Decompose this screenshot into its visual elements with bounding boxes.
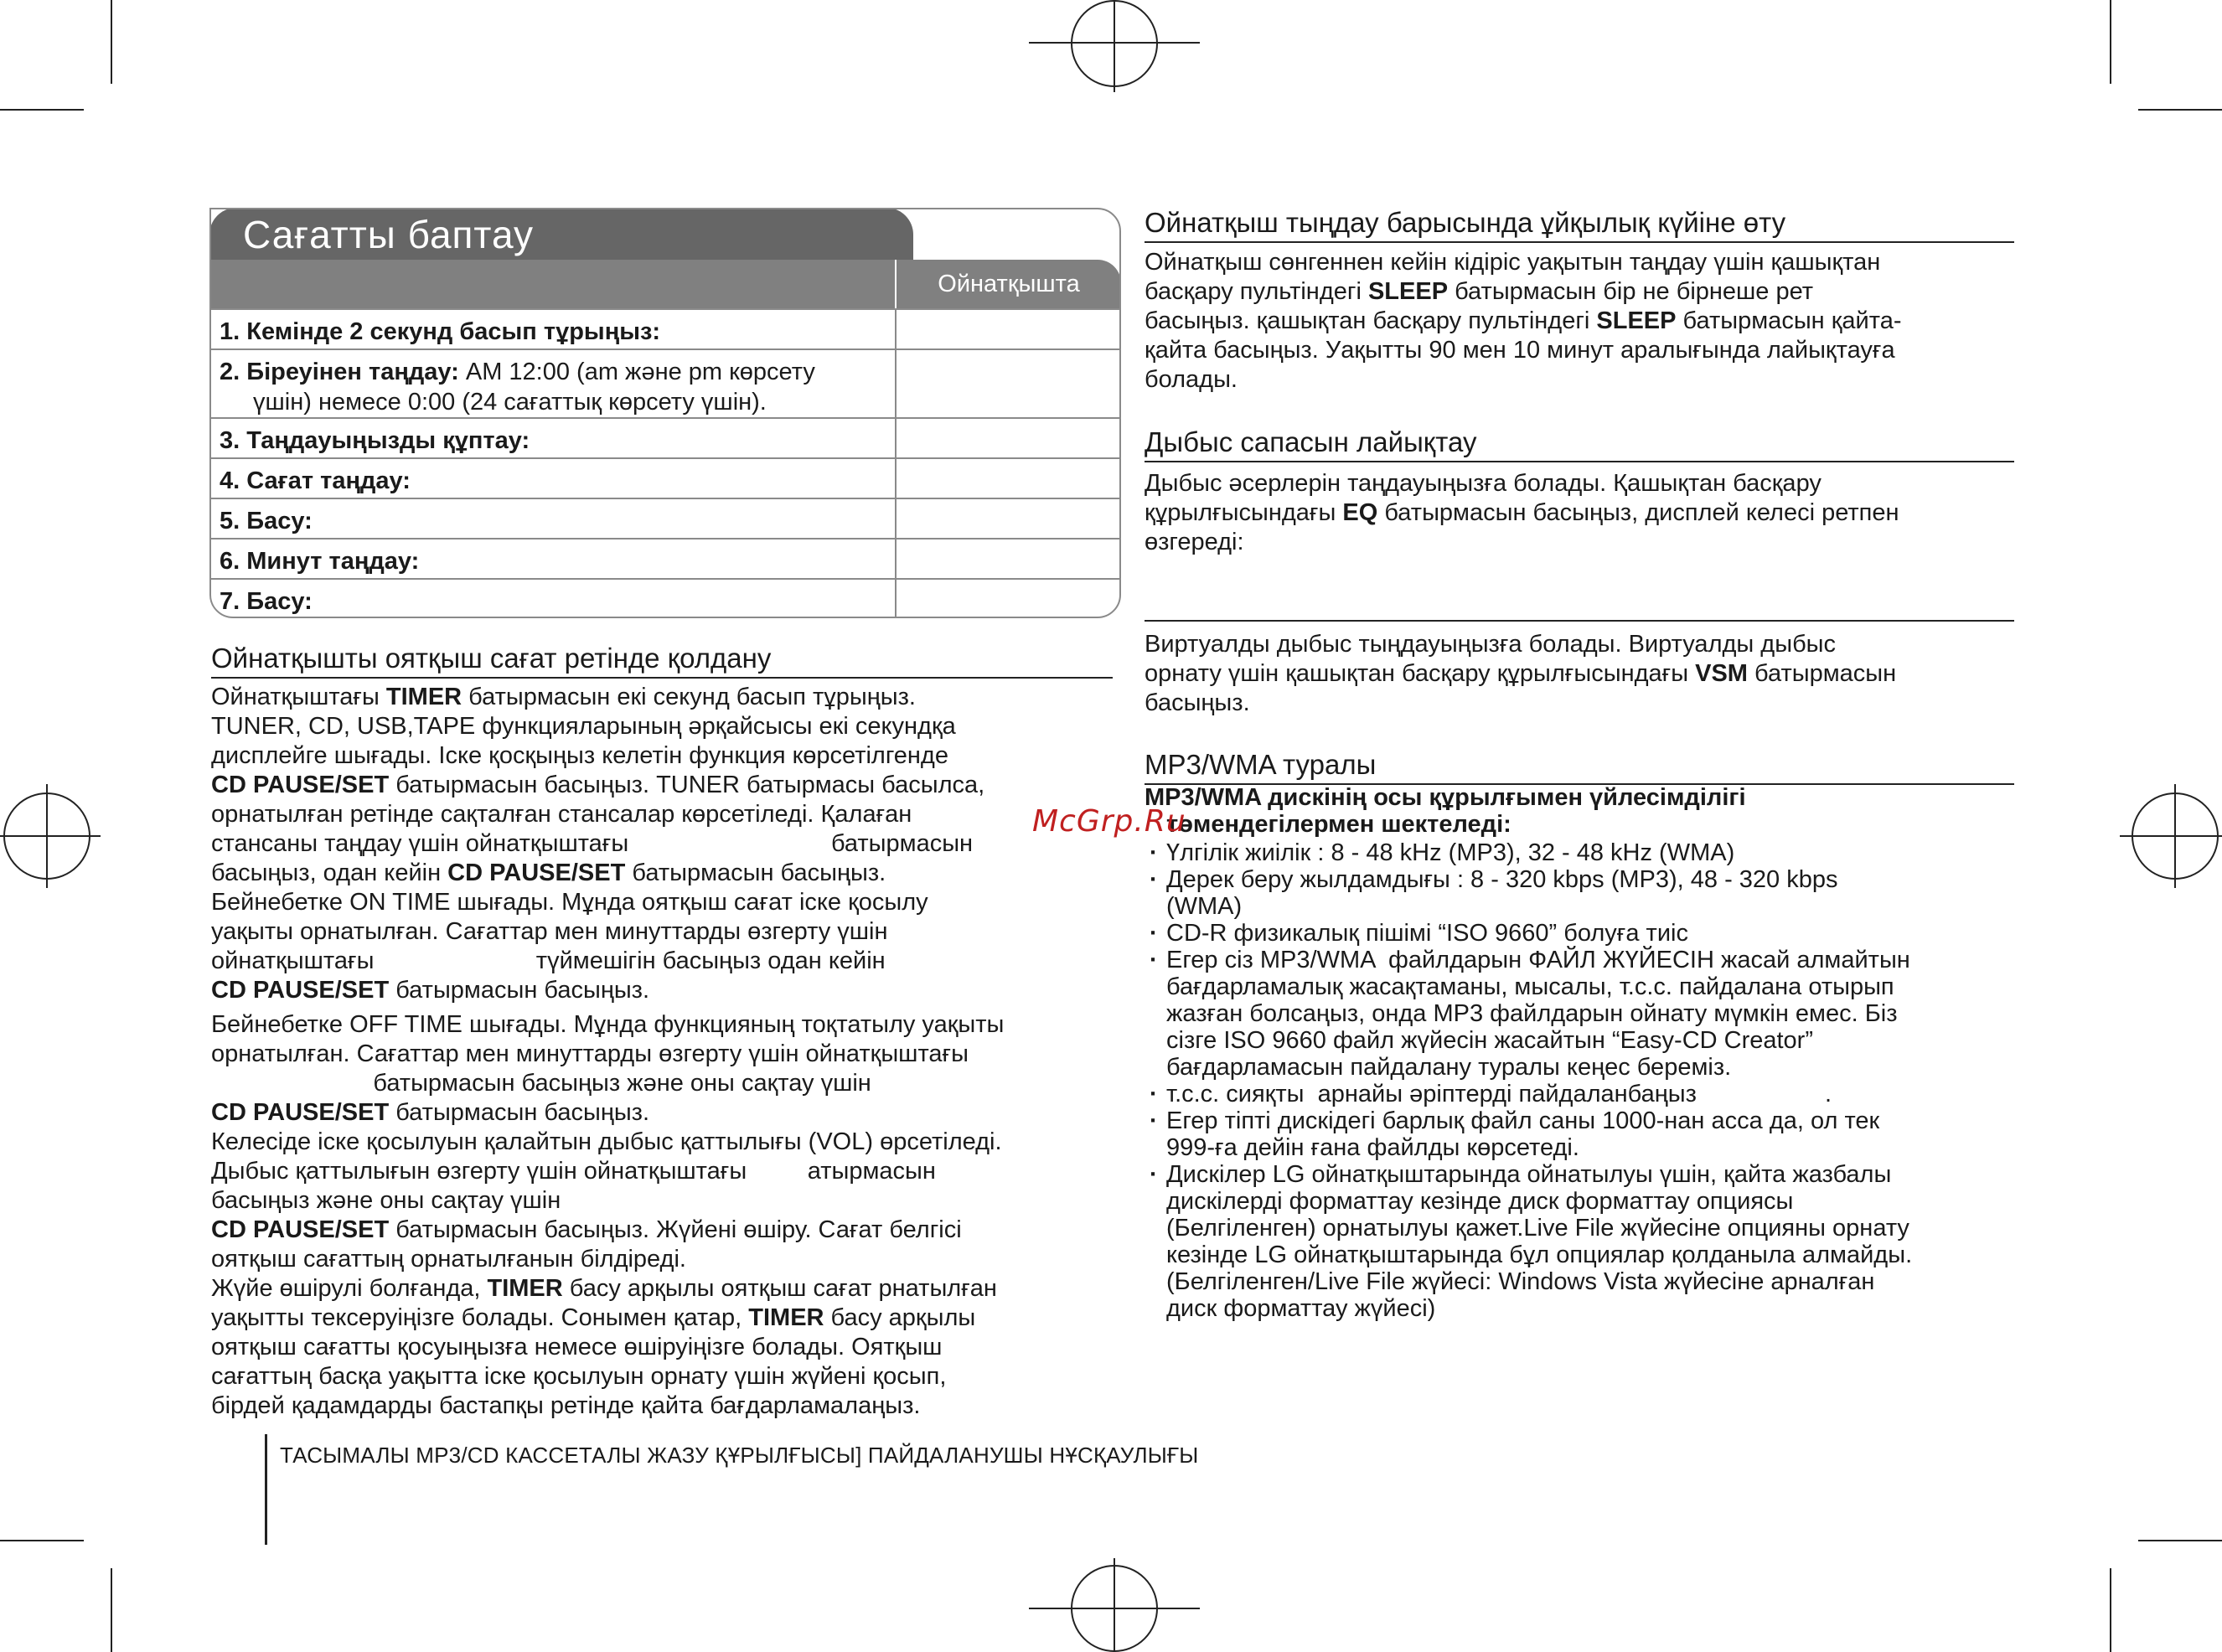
text-line bbox=[211, 829, 1133, 859]
bold-term: CD PAUSE/SET bbox=[211, 1099, 390, 1126]
step-row bbox=[211, 538, 1119, 578]
text-span: Бейнебетке ON TIME шығады. Мұнда оятқыш сағат іске қосылу bbox=[211, 889, 928, 916]
text-span: батырмасын басыңыз. Жүйені өшіру. Сағат белгісі bbox=[389, 1216, 962, 1243]
crop-mark bbox=[2138, 1540, 2222, 1541]
alarm-paragraph-2 bbox=[211, 1010, 1133, 1421]
crop-mark bbox=[111, 1568, 112, 1652]
text-span: басыңыз, одан кейін bbox=[211, 860, 448, 886]
text-span: батырмасын bbox=[1747, 660, 1897, 687]
text-span: батырмасын басыңыз және оны сақтау үшін bbox=[211, 1070, 871, 1097]
bold-term: TIMER bbox=[748, 1304, 824, 1331]
step-row bbox=[211, 348, 1119, 417]
text-span: өзгереді: bbox=[1145, 529, 1244, 555]
text-span: басқару пультіндегі bbox=[1145, 278, 1368, 305]
text-span: оятқыш сағатты қосуыңызға немесе өшіруіңізге болады. Оятқыш bbox=[211, 1334, 943, 1360]
step-cell bbox=[895, 580, 1119, 617]
clock-setup-title: Сағатты баптау bbox=[243, 213, 535, 256]
watermark: McGrp.Ru bbox=[1032, 804, 1186, 839]
text-span: басу арқылы оятқыш сағат рнатылған bbox=[562, 1275, 997, 1302]
text-line bbox=[211, 976, 1133, 1005]
text-line bbox=[211, 1216, 1133, 1245]
list-item-line: дискілерді форматтау кезінде диск форматтау опциясы bbox=[1166, 1188, 1794, 1215]
text-span: басыңыз және оны сақтау үшін bbox=[211, 1187, 561, 1214]
text-line bbox=[211, 947, 1133, 976]
sleep-paragraph bbox=[1145, 248, 2041, 395]
text-line bbox=[211, 800, 1133, 829]
sound-divider bbox=[1145, 620, 2014, 622]
step-detail-2: үшін) немесе 0:00 (24 сағаттық көрсету үшін). bbox=[253, 389, 767, 416]
list-item-line: · Үлгілік жиілік : 8 - 48 kHz (MP3), 32 - 48 kHz (WMA) bbox=[1166, 839, 1735, 866]
text-line bbox=[1145, 277, 2041, 307]
text-span: уақыты орнатылған. Сағаттар мен минуттарды өзгерту үшін bbox=[211, 918, 888, 945]
list-item-line: · т.с.с. сияқты арнайы әріптерді пайдаланбаңыз . bbox=[1166, 1081, 1832, 1107]
step-label: 2. Біреуінен таңдау: bbox=[220, 359, 459, 385]
step-cell bbox=[895, 419, 1119, 457]
step-label: 3. Таңдауыңызды құптау: bbox=[220, 427, 530, 454]
list-item-line: сізге ISO 9660 файл жүйесін жасайтын “Easy-CD Creator” bbox=[1166, 1027, 1813, 1054]
list-item-line: · CD-R физикалық пішімі “ISO 9660” болуға тиіс bbox=[1166, 920, 1688, 947]
text-span: Ойнатқыш сөнгеннен кейін кідіріс уақытын таңдау үшін қашықтан bbox=[1145, 249, 1881, 276]
text-line bbox=[1145, 498, 2041, 528]
text-span: батырмасын бір не бірнеше рет bbox=[1448, 278, 1814, 305]
crop-mark bbox=[111, 0, 112, 84]
text-span: Виртуалды дыбыс тыңдауыңызға болады. Виртуалды дыбыс bbox=[1145, 631, 1837, 658]
mp3-heading: MP3/WMA туралы bbox=[1145, 748, 2014, 785]
text-span: батырмасын қайта- bbox=[1676, 307, 1902, 334]
text-line bbox=[211, 1333, 1133, 1362]
text-line bbox=[1145, 659, 2041, 689]
text-span: Бейнебетке OFF TIME шығады. Мұнда функцияның тоқтатылу уақыты bbox=[211, 1011, 1005, 1038]
footer-text: ТАСЫМАЛЫ MP3/CD КАССЕТАЛЫ ЖАЗУ ҚҰРЫЛҒЫСЫ] ПАЙДАЛАНУШЫ НҰСҚАУЛЫҒЫ bbox=[280, 1443, 1199, 1468]
text-span: батырмасын басыңыз. bbox=[389, 977, 650, 1004]
crop-mark bbox=[2138, 109, 2222, 111]
mp3-subheading bbox=[1145, 784, 2041, 838]
bold-term: CD PAUSE/SET bbox=[211, 772, 390, 798]
crop-mark bbox=[2110, 1568, 2111, 1652]
text-line bbox=[211, 917, 1133, 947]
text-span: TUNER, CD, USB,TAPE функцияларының әрқайсысы екі секундқа bbox=[211, 713, 956, 740]
mp3-subheading-line-2: төмендегілермен шектеледі: bbox=[1166, 811, 1511, 838]
list-item-line: 999-ға дейін ғана файлды көрсетеді. bbox=[1166, 1134, 1579, 1161]
text-span: батырмасын басыңыз, дисплей келесі ретпен bbox=[1377, 499, 1899, 526]
text-line bbox=[1145, 248, 2041, 277]
text-span: басу арқылы bbox=[824, 1304, 976, 1331]
text-line bbox=[211, 1069, 1133, 1098]
list-item bbox=[1145, 920, 2066, 947]
step-row bbox=[211, 498, 1119, 538]
step-label: 7. Басу: bbox=[220, 588, 313, 615]
text-line bbox=[211, 1040, 1133, 1069]
list-item-line: бағдарламалық жасақтаманы, мысалы, т.с.с. пайдалана отырып bbox=[1166, 973, 1894, 1000]
text-span: орнату үшін қашықтан басқару құрылғысындағы bbox=[1145, 660, 1696, 687]
text-line bbox=[211, 1274, 1133, 1304]
text-span: оятқыш сағаттың орнатылғанын білдіреді. bbox=[211, 1246, 686, 1273]
text-line bbox=[211, 1391, 1133, 1421]
list-item-line: (WMA) bbox=[1166, 893, 1243, 920]
step-label: 1. Кемінде 2 секунд басып тұрыңыз: bbox=[220, 318, 661, 345]
text-line bbox=[1145, 336, 2041, 365]
text-span: батырмасын екі секунд басып тұрыңыз. bbox=[462, 684, 916, 710]
step-detail: AM 12:00 (am және pm көрсету bbox=[465, 359, 815, 385]
list-item-line: (Белгіленген/Live File жүйесі: Windows Vista жүйесіне арналған bbox=[1166, 1268, 1875, 1295]
text-span: уақытты тексеруіңізге болады. Сонымен қатар, bbox=[211, 1304, 749, 1331]
sound-paragraph-1 bbox=[1145, 469, 2041, 557]
text-line bbox=[211, 888, 1133, 917]
crop-mark bbox=[2110, 0, 2111, 84]
text-span: батырмасын басыңыз. bbox=[625, 860, 886, 886]
text-span: басыңыз. bbox=[1145, 689, 1250, 716]
text-line bbox=[1145, 365, 2041, 395]
text-span: стансаны таңдау үшін ойнатқыштағы батырмасын bbox=[211, 830, 974, 857]
text-line bbox=[211, 1010, 1133, 1040]
list-item-line: кезінде LG ойнатқыштарында бұл опциялар қолданыла алмайды. bbox=[1166, 1242, 1913, 1268]
bold-term: TIMER bbox=[487, 1275, 563, 1302]
list-item bbox=[1145, 839, 2066, 866]
text-span: бірдей қадамдарды бастапқы ретінде қайта бағдарламалаңыз. bbox=[211, 1392, 921, 1419]
step-label: 4. Сағат таңдау: bbox=[220, 467, 411, 494]
list-item-line: диск форматтау жүйесі) bbox=[1166, 1295, 1436, 1322]
bold-term: CD PAUSE/SET bbox=[211, 977, 390, 1004]
step-cell bbox=[895, 459, 1119, 498]
step-cell bbox=[895, 350, 1119, 417]
bold-term: CD PAUSE/SET bbox=[447, 860, 626, 886]
text-line bbox=[211, 771, 1133, 800]
list-item-line: · Дискілер LG ойнатқыштарында ойнатылуы үшін, қайта жазбалы bbox=[1166, 1161, 1892, 1188]
text-line bbox=[1145, 630, 2041, 659]
text-span: басыңыз. қашықтан басқару пультіндегі bbox=[1145, 307, 1597, 334]
step-row bbox=[211, 457, 1119, 498]
sleep-heading: Ойнатқыш тыңдау барысында ұйқылық күйіне өту bbox=[1145, 206, 2014, 243]
list-item bbox=[1145, 866, 2066, 920]
list-item bbox=[1145, 947, 2066, 1081]
bold-term: TIMER bbox=[385, 684, 462, 710]
text-line bbox=[211, 1245, 1133, 1274]
list-item-line: жазған болсаңыз, онда MP3 файлдарын ойнату мүмкін емес. Біз bbox=[1166, 1000, 1898, 1027]
text-span: сағаттың басқа уақытта іске қосылуын орнату үшін жүйені қосып, bbox=[211, 1363, 947, 1390]
list-item bbox=[1145, 1107, 2066, 1161]
text-span: орнатылған ретінде сақталған стансалар көрсетіледі. Қалаған bbox=[211, 801, 912, 828]
list-item bbox=[1145, 1161, 2066, 1322]
text-span: батырмасын басыңыз. TUNER батырмасы басылса, bbox=[389, 772, 985, 798]
step-cell bbox=[895, 499, 1119, 538]
text-span: орнатылған. Сағаттар мен минуттарды өзгерту үшін ойнатқыштағы bbox=[211, 1040, 969, 1067]
text-span: Ойнатқыштағы bbox=[211, 684, 386, 710]
bold-term: SLEEP bbox=[1367, 278, 1449, 305]
text-span: Келесіде іске қосылуын қалайтын дыбыс қаттылығы (VOL) өрсетіледі. bbox=[211, 1128, 1002, 1155]
text-span: батырмасын басыңыз. bbox=[389, 1099, 650, 1126]
bold-term: VSM bbox=[1695, 660, 1748, 687]
text-line bbox=[211, 1304, 1133, 1333]
footer-bar bbox=[265, 1434, 267, 1545]
text-line bbox=[211, 1098, 1133, 1128]
text-span: Дыбыс әсерлерін таңдауыңызға болады. Қашықтан басқару bbox=[1145, 470, 1822, 497]
list-item-line: бағдарламасын пайдалану туралы кеңес береміз. bbox=[1166, 1054, 1732, 1081]
text-span: дисплейге шығады. Іске қосқыңыз келетін функция көрсетілгенде bbox=[211, 742, 948, 769]
text-line bbox=[1145, 528, 2041, 557]
step-cell bbox=[895, 539, 1119, 578]
step-row bbox=[211, 578, 1119, 617]
list-item-line: · Егер тіпті дискідегі барлық файл саны 1000-нан асса да, ол тек bbox=[1166, 1107, 1880, 1134]
column-header-on-unit: Ойнатқышта bbox=[895, 260, 1121, 308]
text-span: қайта басыңыз. Уақытты 90 мен 10 минут аралығында лайықтауға bbox=[1145, 337, 1895, 364]
alarm-heading: Ойнатқышты оятқыш сағат ретінде қолдану bbox=[211, 642, 1113, 679]
crop-mark bbox=[0, 1540, 84, 1541]
text-line bbox=[211, 1362, 1133, 1391]
bold-term: CD PAUSE/SET bbox=[211, 1216, 390, 1243]
text-line bbox=[211, 712, 1133, 741]
text-line bbox=[211, 1157, 1133, 1186]
list-item-line: (Белгіленген) орнатылуы қажет.Live File жүйесіне опцияны орнату bbox=[1166, 1215, 1909, 1242]
text-line bbox=[211, 859, 1133, 888]
mp3-subheading-line-1: MP3/WMA дискінің осы құрылғымен үйлесімділігі bbox=[1145, 784, 1746, 811]
step-row bbox=[211, 417, 1119, 457]
bold-term: EQ bbox=[1342, 499, 1378, 526]
step-label: 5. Басу: bbox=[220, 508, 313, 534]
sound-paragraph-2 bbox=[1145, 630, 2041, 718]
crop-mark bbox=[0, 109, 84, 111]
text-line bbox=[211, 1128, 1133, 1157]
list-item bbox=[1145, 1081, 2066, 1107]
text-line bbox=[1145, 469, 2041, 498]
step-row bbox=[211, 308, 1119, 348]
alarm-paragraph-1 bbox=[211, 683, 1133, 1005]
text-line bbox=[211, 1186, 1133, 1216]
mp3-bullet-list bbox=[1145, 839, 2066, 1322]
list-item-line: · Егер сіз MP3/WMA файлдарын ФАЙЛ ЖҮЙЕСІН жасай алмайтын bbox=[1166, 947, 1910, 973]
text-span: құрылғысындағы bbox=[1145, 499, 1343, 526]
step-label: 6. Минут таңдау: bbox=[220, 548, 420, 575]
text-line bbox=[1145, 689, 2041, 718]
text-line bbox=[211, 741, 1133, 771]
text-line bbox=[211, 683, 1133, 712]
text-span: болады. bbox=[1145, 366, 1238, 393]
text-span: ойнатқыштағы түймешігін басыңыз одан кейін bbox=[211, 947, 886, 974]
list-item-line: · Дерек беру жылдамдығы : 8 - 320 kbps (MP3), 48 - 320 kbps bbox=[1166, 866, 1838, 893]
text-line bbox=[1145, 307, 2041, 336]
bold-term: SLEEP bbox=[1596, 307, 1677, 334]
sound-heading: Дыбыс сапасын лайықтау bbox=[1145, 426, 2014, 462]
text-span: Дыбыс қаттылығын өзгерту үшін ойнатқыштағы атырмасын bbox=[211, 1158, 936, 1185]
step-cell bbox=[895, 310, 1119, 348]
text-span: Жүйе өшірулі болғанда, bbox=[211, 1275, 488, 1302]
